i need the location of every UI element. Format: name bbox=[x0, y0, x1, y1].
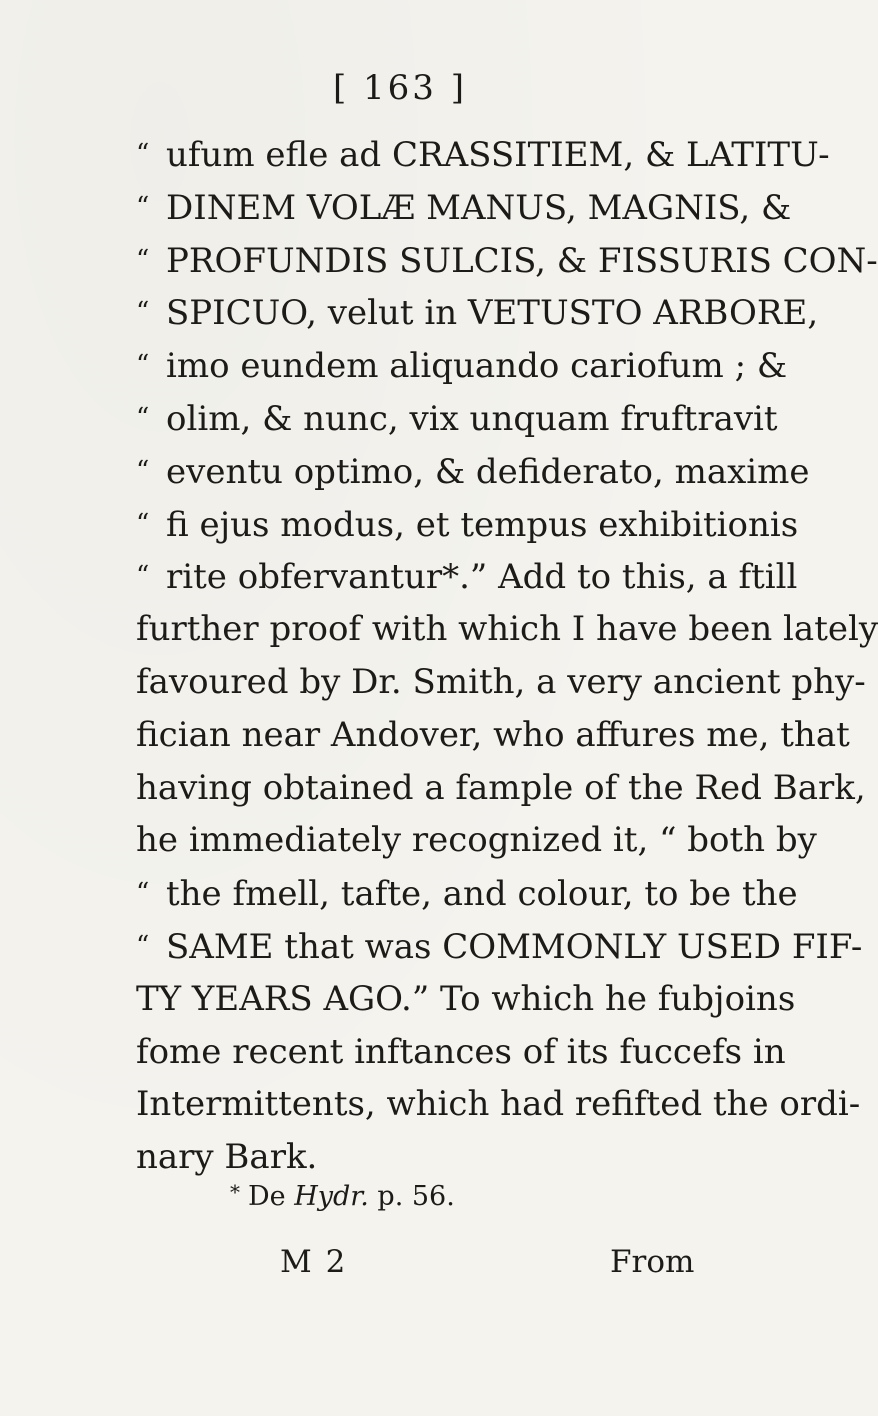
quote-mark: “ bbox=[136, 191, 150, 222]
text-line bbox=[136, 286, 819, 339]
text-line bbox=[136, 1078, 861, 1131]
text-line bbox=[136, 762, 866, 815]
line-text: fician near Andover, who affures me, that bbox=[136, 714, 850, 755]
text-line bbox=[136, 498, 799, 551]
text-line bbox=[136, 920, 863, 973]
footnote bbox=[230, 1180, 455, 1212]
text-line bbox=[136, 814, 817, 867]
line-text: nary Bark. bbox=[136, 1137, 318, 1178]
text-line bbox=[136, 181, 792, 234]
line-text: olim, & nunc, vix unquam fruftravit bbox=[166, 398, 778, 439]
text-line bbox=[136, 339, 788, 392]
quote-mark: “ bbox=[136, 244, 150, 275]
text-line bbox=[136, 709, 850, 762]
page-number-header: [ 163 ] bbox=[332, 68, 468, 108]
line-text: having obtained a fample of the Red Bark, bbox=[136, 767, 866, 808]
line-text: ufum efle ad CRASSITIEM, & LATITU- bbox=[166, 135, 830, 175]
line-text: eventu optimo, & defiderato, maxime bbox=[166, 451, 810, 492]
body-text bbox=[136, 128, 878, 1184]
quote-mark: “ bbox=[136, 561, 150, 592]
quote-mark: “ bbox=[136, 455, 150, 486]
quote-mark: “ bbox=[136, 139, 150, 169]
footnote-text: De Hydr. p. 56. bbox=[248, 1181, 455, 1212]
quote-mark: “ bbox=[136, 508, 150, 539]
text-line bbox=[136, 656, 866, 709]
line-text: PROFUNDIS SULCIS, & FISSURIS CON- bbox=[166, 240, 878, 281]
quote-mark: “ bbox=[136, 402, 150, 433]
line-text: SPICUO, velut in VETUSTO ARBORE, bbox=[166, 293, 819, 334]
line-text: rite obfervantur*.” Add to this, a ftill bbox=[166, 557, 798, 598]
line-text: he immediately recognized it, “ both by bbox=[136, 820, 817, 861]
text-line bbox=[136, 1026, 786, 1079]
text-line bbox=[136, 234, 878, 287]
line-text: the fmell, tafte, and colour, to be the bbox=[166, 874, 798, 915]
quote-mark: “ bbox=[136, 350, 150, 381]
signature-mark: M 2 bbox=[280, 1244, 348, 1280]
footnote-marker: * bbox=[230, 1180, 240, 1204]
quote-mark: “ bbox=[136, 930, 150, 961]
line-text: imo eundem aliquando cariofum ; & bbox=[166, 346, 788, 387]
line-text: fome recent inftances of its fuccefs in bbox=[136, 1031, 786, 1072]
quote-mark: “ bbox=[136, 297, 150, 328]
text-line bbox=[136, 1131, 696, 1184]
text-line bbox=[136, 128, 830, 181]
line-text: SAME that was COMMONLY USED FIF- bbox=[166, 926, 863, 967]
text-line bbox=[136, 392, 778, 445]
text-line bbox=[136, 445, 810, 498]
line-text: Intermittents, which had refifted the ordi- bbox=[136, 1084, 861, 1125]
text-line bbox=[136, 867, 798, 920]
catchword: From bbox=[610, 1244, 695, 1280]
line-text: TY YEARS AGO.” To which he fubjoins bbox=[136, 978, 796, 1019]
line-text: further proof with which I have been lately bbox=[136, 609, 878, 650]
text-line bbox=[136, 973, 796, 1026]
quote-mark: “ bbox=[136, 878, 150, 909]
text-line bbox=[136, 550, 798, 603]
line-text: DINEM VOLÆ MANUS, MAGNIS, & bbox=[166, 187, 792, 228]
text-line bbox=[136, 603, 878, 656]
line-text: favoured by Dr. Smith, a very ancient phy- bbox=[136, 661, 866, 702]
line-text: fi ejus modus, et tempus exhibitionis bbox=[166, 504, 799, 545]
